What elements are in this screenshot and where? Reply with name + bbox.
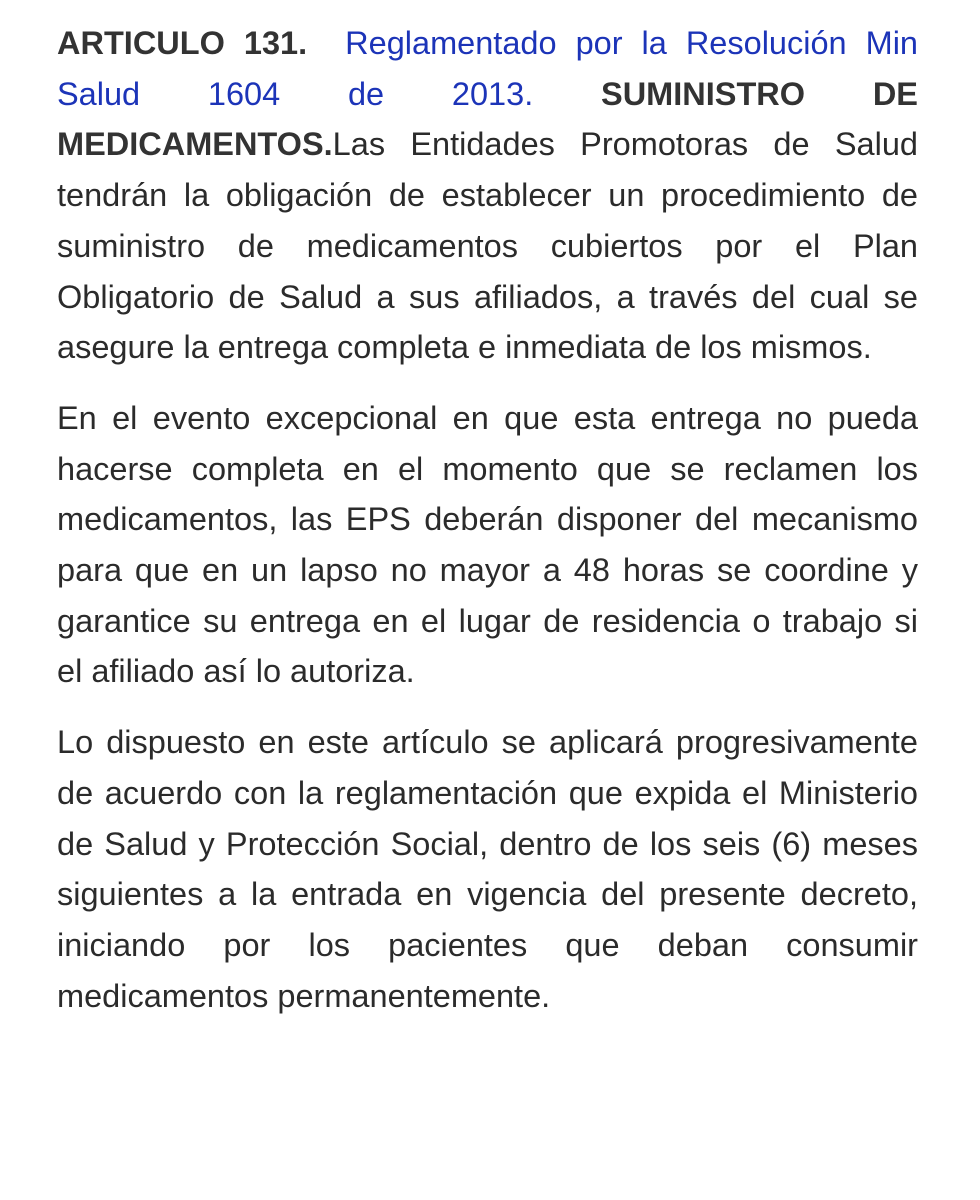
article-paragraph-3: Lo dispuesto en este artículo se aplicará progresivamente de acuerdo con la reglamentación que expida el Ministerio de Salud y Protección Social, dentro de los seis (6) meses siguientes a la entrada en vigencia del presente decreto, iniciando por los pacientes que deban consumir medicamentos permanentemente. — [57, 724, 918, 1014]
article-first-paragraph — [57, 18, 918, 373]
article-intro-text: Las Entidades Promotoras de Salud tendrán la obligación de establecer un procedimiento de suministro de medicamentos cubiertos por el Plan Obligatorio de Salud a sus afiliados, a través del cual se asegure la entrega completa e inmediata de los mismos. — [57, 126, 918, 366]
article-paragraph-2: En el evento excepcional en que esta entrega no pueda hacerse completa en el momento que se reclamen los medicamentos, las EPS deberán disponer del mecanismo para que en un lapso no mayor a 48 horas se coordine y garantice su entrega en el lugar de residencia o trabajo si el afiliado así lo autoriza. — [57, 399, 918, 690]
article-title: SUMINISTRO DE MEDICAMENTOS. — [57, 75, 918, 163]
article-heading: ARTICULO 131. — [57, 25, 308, 61]
regulation-link[interactable]: Reglamentado por la Resolución Min Salud 1604 de 2013. — [57, 25, 918, 112]
